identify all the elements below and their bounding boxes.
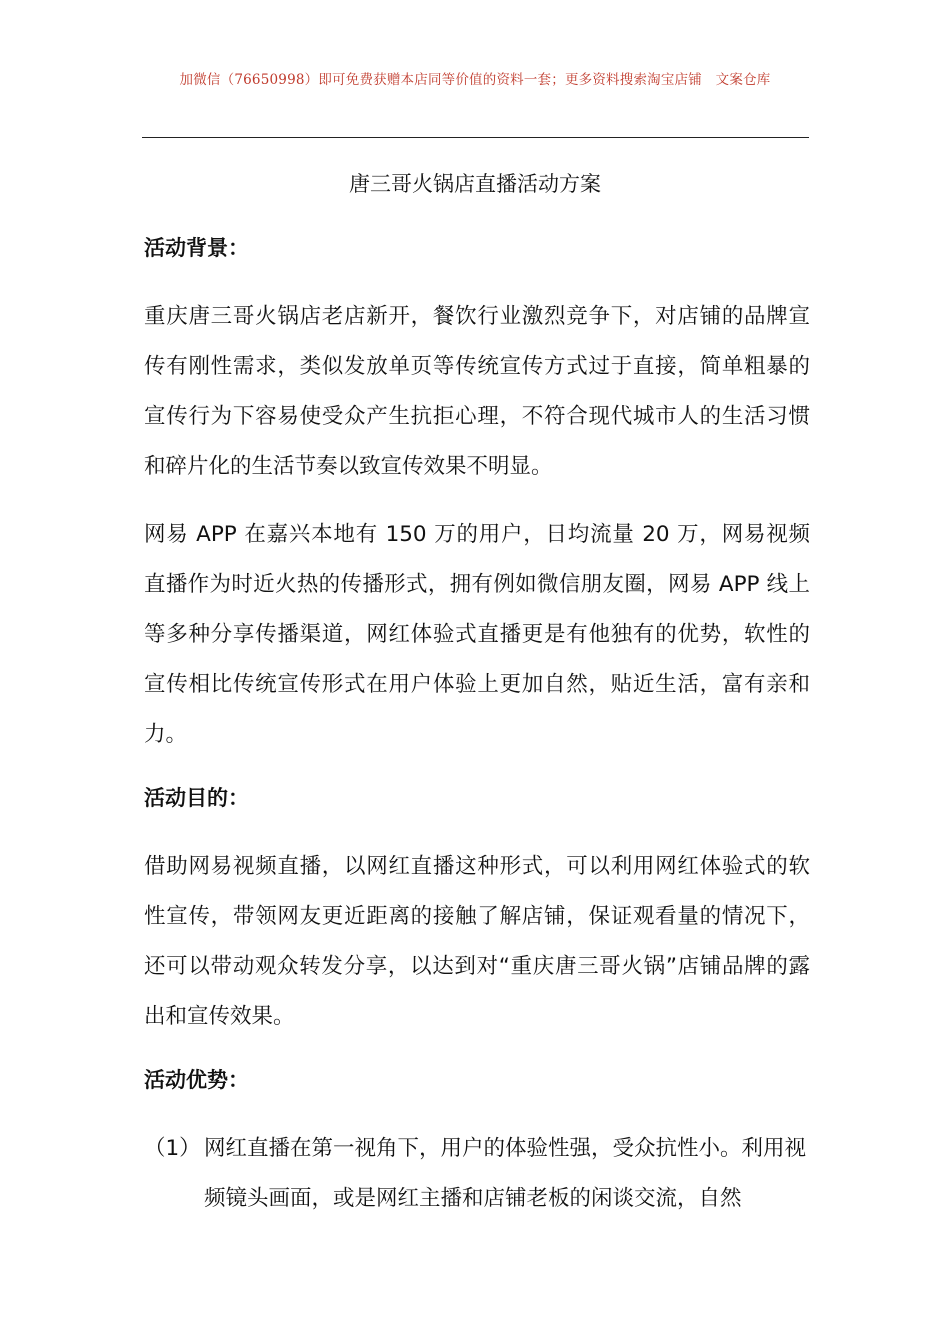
section-heading-background: 活动背景： — [144, 236, 249, 260]
paragraph: 网易 APP 在嘉兴本地有 150 万的用户，日均流量 20 万，网易视频直播作为时近火热的传播形式，拥有例如微信朋友圈，网易 APP 线上等多种分享传播渠道，网红体验式直播更是有他独有的优势，软性的宣传相比传统宣传形式在用户体验上更加自然，贴近生活，富有亲和力。 — [144, 522, 810, 747]
section-heading-purpose: 活动目的： — [144, 786, 249, 810]
document-title: 唐三哥火锅店直播活动方案 — [349, 172, 601, 196]
section-heading-advantages: 活动优势： — [144, 1068, 249, 1092]
document-body — [144, 228, 810, 1224]
list-item — [144, 1124, 810, 1224]
paragraph: 借助网易视频直播，以网红直播这种形式，可以利用网红体验式的软性宣传，带领网友更近距离的接触了解店铺，保证观看量的情况下，还可以带动观众转发分享，以达到对“重庆唐三哥火锅”店铺品牌的露出和宣传效果。 — [144, 854, 810, 1029]
header-divider — [142, 137, 809, 138]
paragraph: 重庆唐三哥火锅店老店新开，餐饮行业激烈竞争下，对店铺的品牌宣传有刚性需求，类似发放单页等传统宣传方式过于直接，简单粗暴的宣传行为下容易使受众产生抗拒心理，不符合现代城市人的生活习惯和碎片化的生活节奏以致宣传效果不明显。 — [144, 304, 810, 479]
header-note: 加微信（76650998）即可免费获赠本店同等价值的资料一套；更多资料搜索淘宝店铺 文案仓库 — [179, 72, 771, 88]
list-item-marker: （1） — [144, 1136, 201, 1161]
list-item-text: 网红直播在第一视角下，用户的体验性强，受众抗性小。利用视频镜头画面，或是网红主播和店铺老板的闲谈交流，自然 — [204, 1136, 807, 1211]
